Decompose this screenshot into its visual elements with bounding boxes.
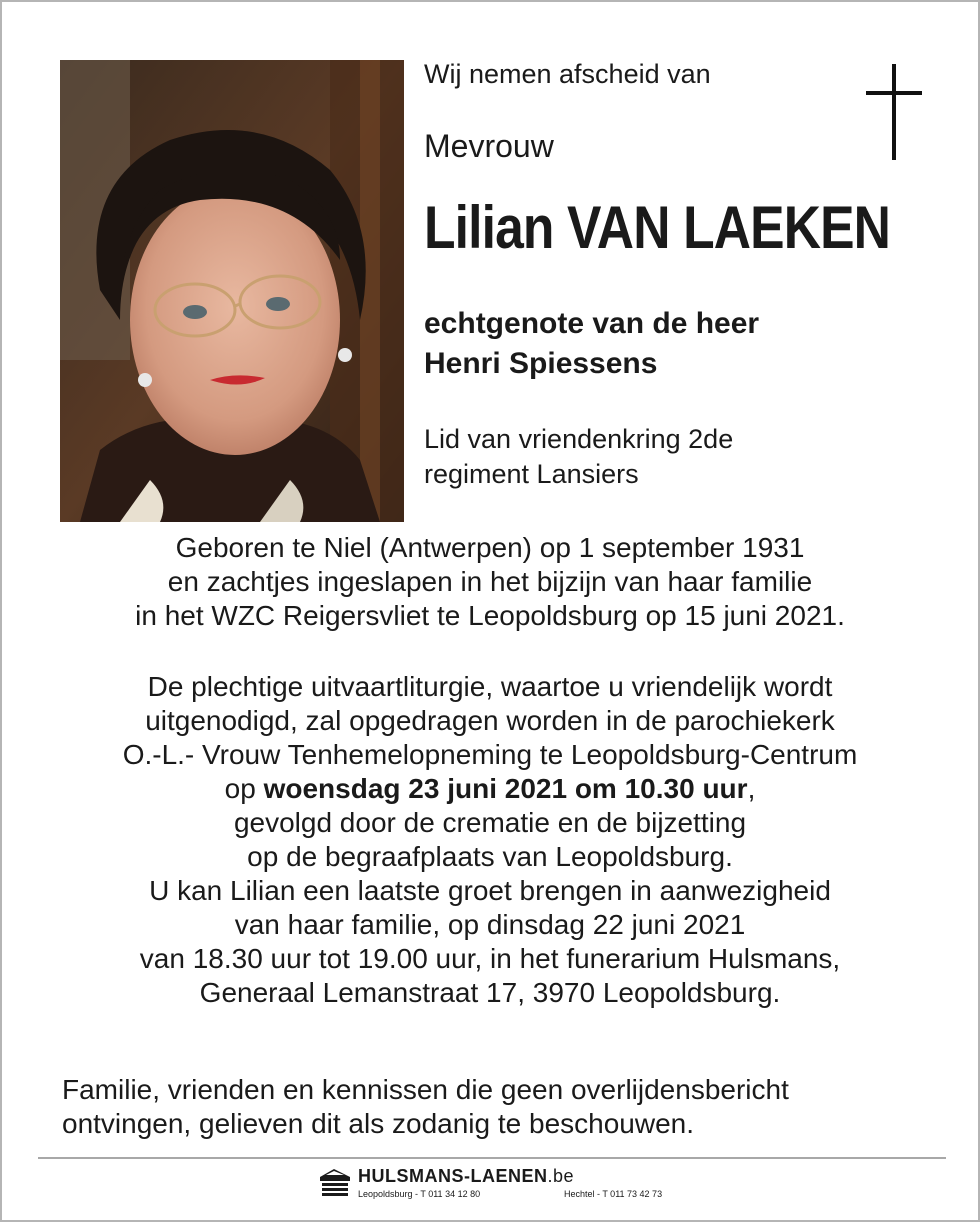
membership-line: Lid van vriendenkring 2de bbox=[424, 424, 734, 454]
brand-name: HULSMANS-LAENEN bbox=[358, 1166, 548, 1186]
service-line: De plechtige uitvaartliturgie, waartoe u vriendelijk wordt bbox=[147, 671, 833, 702]
deceased-name: Lilian VAN LAEKEN bbox=[424, 194, 891, 261]
membership-info bbox=[424, 422, 733, 492]
intro-text: Wij nemen afscheid van bbox=[424, 59, 711, 89]
brand-tld: .be bbox=[547, 1166, 575, 1186]
service-date-line bbox=[2, 772, 978, 806]
membership-line: regiment Lansiers bbox=[424, 459, 639, 489]
spouse-line: echtgenote van de heer bbox=[424, 307, 760, 340]
service-line: U kan Lilian een laatste groet brengen in aanwezigheid bbox=[149, 875, 831, 906]
service-line: van haar familie, op dinsdag 22 juni 2021 bbox=[234, 909, 746, 940]
notice-line: Familie, vrienden en kennissen die geen overlijdensbericht bbox=[62, 1074, 789, 1105]
birth-line: in het WZC Reigersvliet te Leopoldsburg op 15 juni 2021. bbox=[135, 600, 845, 631]
location-hechtel: Hechtel - T 011 73 42 73 bbox=[564, 1189, 663, 1199]
service-info bbox=[2, 670, 978, 1010]
footer-divider bbox=[38, 1157, 946, 1159]
birth-line: Geboren te Niel (Antwerpen) op 1 september 1931 bbox=[175, 532, 805, 563]
service-line: O.-L.- Vrouw Tenhemelopneming te Leopoldsburg-Centrum bbox=[122, 739, 858, 770]
service-line: op de begraafplaats van Leopoldsburg. bbox=[247, 841, 733, 872]
service-line: Generaal Lemanstraat 17, 3970 Leopoldsburg. bbox=[199, 977, 781, 1008]
birth-line: en zachtjes ingeslapen in het bijzijn van haar familie bbox=[167, 566, 813, 597]
birth-death-info bbox=[2, 531, 978, 633]
spouse-line: Henri Spiessens bbox=[424, 347, 658, 380]
funeral-home-logo bbox=[318, 1165, 678, 1205]
notice-text bbox=[62, 1073, 789, 1141]
service-date: woensdag 23 juni 2021 om 10.30 uur bbox=[263, 773, 748, 804]
spouse-info bbox=[424, 304, 759, 384]
notice-line: ontvingen, gelieven dit als zodanig te beschouwen. bbox=[62, 1108, 694, 1139]
service-line: van 18.30 uur tot 19.00 uur, in het funerarium Hulsmans, bbox=[139, 943, 841, 974]
service-line: gevolgd door de crematie en de bijzetting bbox=[233, 807, 747, 838]
portrait-image bbox=[60, 60, 404, 522]
cross-icon bbox=[866, 64, 926, 160]
funeral-home-brand bbox=[358, 1165, 574, 1187]
service-date-prefix: op bbox=[224, 773, 264, 804]
service-line: uitgenodigd, zal opgedragen worden in de parochiekerk bbox=[145, 705, 835, 736]
service-date-suffix: , bbox=[747, 773, 756, 804]
portrait-photo bbox=[60, 60, 404, 522]
location-leopoldsburg: Leopoldsburg - T 011 34 12 80 bbox=[358, 1189, 481, 1199]
funeral-home-logo-icon bbox=[318, 1167, 352, 1199]
honorific: Mevrouw bbox=[424, 128, 554, 164]
